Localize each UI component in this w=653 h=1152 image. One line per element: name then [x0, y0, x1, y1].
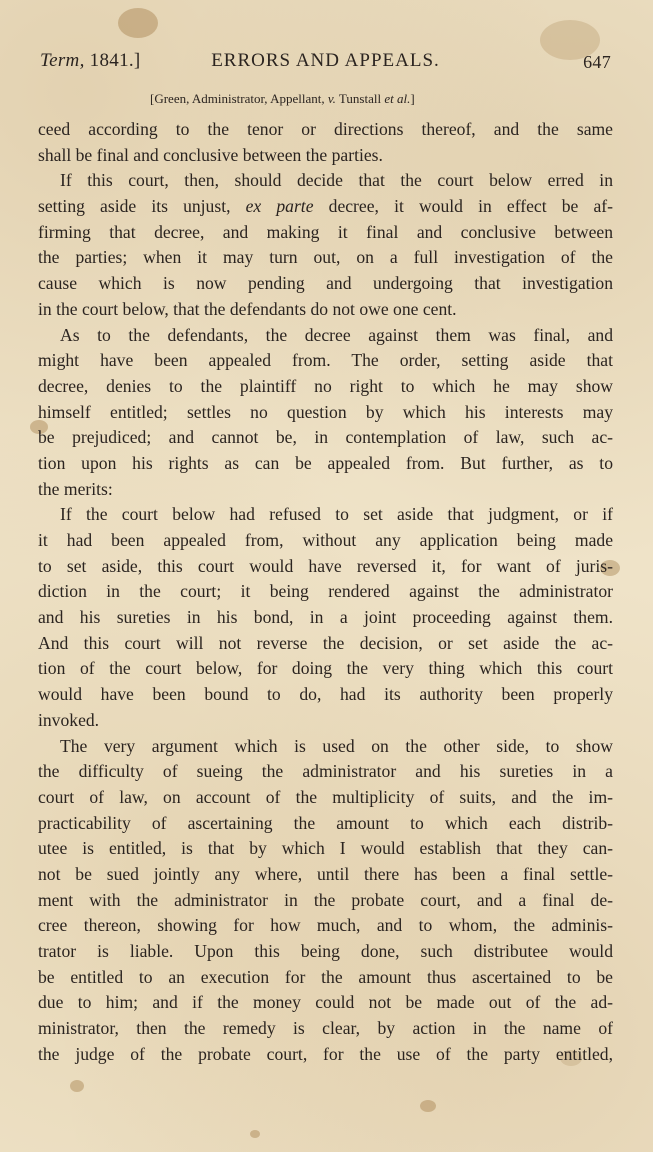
- text-line: invoked.: [38, 709, 100, 730]
- text-line: ment with the administrator in the probate court, and a final de-: [38, 889, 613, 910]
- text-line: ministrator, then the remedy is clear, by action in the name of: [38, 1018, 613, 1039]
- running-header: [40, 48, 611, 76]
- citation-et-al: et al.: [384, 91, 411, 106]
- text-line: not be sued jointly any where, until there has been a final settle-: [38, 863, 613, 884]
- foxing-stain: [250, 1130, 260, 1138]
- citation-parties: Tunstall: [335, 91, 385, 106]
- page-title: ERRORS AND APPEALS.: [211, 50, 440, 71]
- text-line: be entitled to an execution for the amount thus ascertained to be: [38, 966, 613, 987]
- text-line: the merits:: [38, 478, 113, 499]
- text-line: in the court below, that the defendants do not owe one cent.: [38, 298, 457, 319]
- text-line: cause which is now pending and undergoing that investigation: [38, 273, 613, 294]
- text-line: would have been bound to do, had its authority been properly: [38, 684, 613, 705]
- foxing-stain: [420, 1100, 436, 1112]
- text-line: due to him; and if the money could not be made out of the ad-: [38, 992, 613, 1013]
- case-citation: [150, 91, 415, 107]
- text-line: And this court will not reverse the decision, or set aside the ac-: [38, 632, 613, 653]
- citation-prefix: [Green, Administrator, Appellant,: [150, 91, 328, 106]
- citation-suffix: ]: [410, 91, 415, 106]
- text-line: tion upon his rights as can be appealed from. But further, as to: [38, 452, 613, 473]
- text-line: If the court below had refused to set aside that judgment, or if: [60, 504, 613, 525]
- term-year: 1841.]: [84, 50, 141, 71]
- text-run-italic: ex parte: [245, 196, 314, 217]
- text-line: As to the defendants, the decree against them was final, and: [60, 324, 613, 345]
- text-line: it had been appealed from, without any application being made: [38, 530, 613, 550]
- text-line: court of law, on account of the multiplicity of suits, and the im-: [38, 786, 613, 807]
- foxing-stain: [70, 1080, 84, 1092]
- text-line: the difficulty of sueing the administrator and his sureties in a: [38, 761, 613, 782]
- text-line: ceed according to the tenor or directions thereof, and the same: [38, 119, 613, 139]
- text-run: setting aside its unjust,: [38, 196, 246, 217]
- text-line: be prejudiced; and cannot be, in contemplation of law, such ac-: [38, 427, 613, 448]
- body-text: [38, 117, 613, 1067]
- text-line: cree thereon, showing for how much, and to whom, the adminis-: [38, 915, 613, 936]
- text-line: firming that decree, and making it final and conclusive between: [38, 221, 613, 242]
- text-line: utee is entitled, is that by which I would establish that they can-: [38, 838, 613, 859]
- text-line: practicability of ascertaining the amount to which each distrib-: [38, 812, 613, 833]
- text-line: the parties; when it may turn out, on a full investigation of the: [38, 247, 613, 268]
- page-number: 647: [583, 52, 611, 72]
- text-line: shall be final and conclusive between the parties.: [38, 144, 383, 165]
- text-line: might have been appealed from. The order, setting aside that: [38, 350, 613, 371]
- text-line: diction in the court; it being rendered against the administrator: [38, 581, 613, 602]
- term-word: Term,: [40, 50, 85, 71]
- text-line: decree, denies to the plaintiff no right to which he may show: [38, 375, 613, 396]
- text-line: The very argument which is used on the other side, to show: [60, 735, 613, 756]
- text-line: himself entitled; settles no question by which his interests may: [38, 401, 613, 422]
- citation-versus: v.: [327, 91, 336, 106]
- text-run: decree, it would in effect be af-: [313, 196, 614, 217]
- text-line: trator is liable. Upon this being done, such distributee would: [38, 941, 613, 961]
- text-line: If this court, then, should decide that the court below erred in: [60, 170, 613, 191]
- text-line: and his sureties in his bond, in a joint proceeding against them.: [38, 607, 613, 628]
- text-line: tion of the court below, for doing the very thing which this court: [38, 658, 613, 679]
- text-line: the judge of the probate court, for the use of the party entitled,: [38, 1043, 613, 1064]
- text-line: to set aside, this court would have reversed it, for want of juris-: [38, 555, 613, 576]
- text-line: [38, 194, 613, 220]
- foxing-stain: [118, 8, 158, 38]
